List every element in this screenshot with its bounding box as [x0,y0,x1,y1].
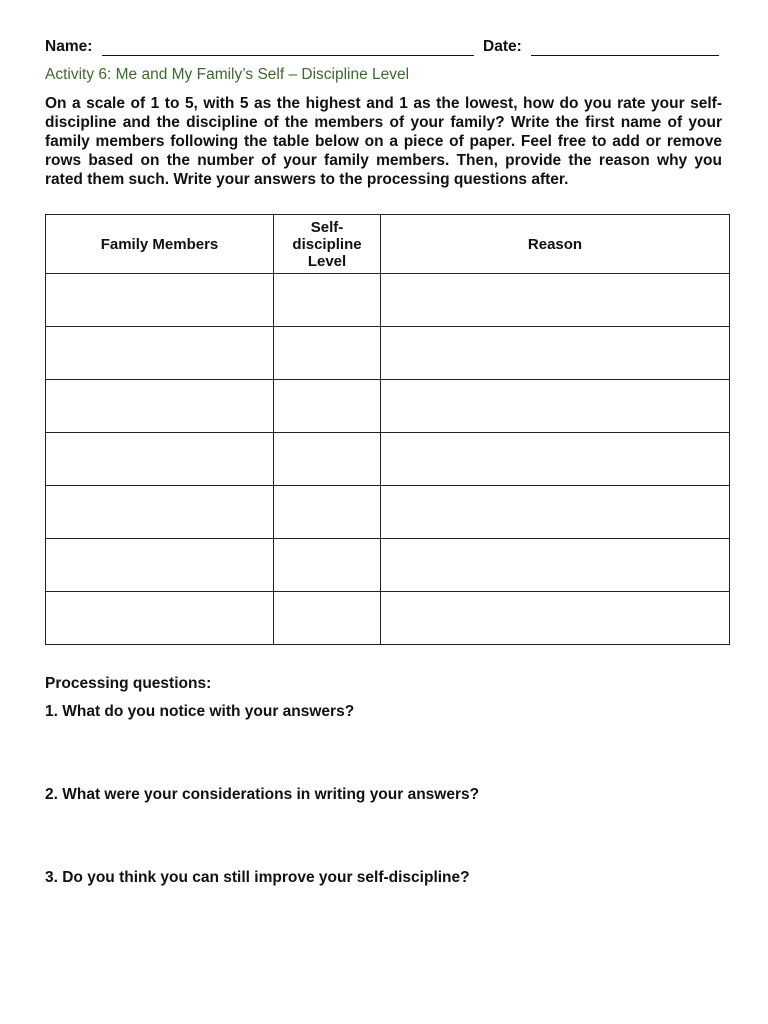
table-row [46,327,730,380]
question-2: 2. What were your considerations in writing your answers? [45,786,480,803]
date-label: Date: [483,38,522,55]
level-cell[interactable] [274,433,381,486]
header-self-discipline-level [274,215,381,274]
family-member-cell[interactable] [46,274,274,327]
table-row [46,274,730,327]
date-field[interactable] [531,41,719,56]
reason-cell[interactable] [381,433,730,486]
reason-cell[interactable] [381,327,730,380]
family-discipline-table [45,214,730,645]
processing-questions-heading: Processing questions: [45,675,212,692]
header-self-line2: discipline [292,235,362,253]
question-3: 3. Do you think you can still improve your self-discipline? [45,869,470,886]
family-member-cell[interactable] [46,539,274,592]
level-cell[interactable] [274,380,381,433]
question-1: 1. What do you notice with your answers? [45,703,355,720]
name-field[interactable] [102,41,474,56]
reason-cell[interactable] [381,274,730,327]
family-member-cell[interactable] [46,592,274,645]
reason-cell[interactable] [381,380,730,433]
table-row [46,486,730,539]
level-cell[interactable] [274,327,381,380]
instructions-paragraph: On a scale of 1 to 5, with 5 as the highest and 1 as the lowest, how do you rate your self-discipline and the discipline of the members of your family? Write the first name of your family members following the table below on a piece of paper. Feel free to add or remove rows based on the number of your family members. Then, provide the reason why you rated them such. Write your answers to the processing questions after. [45,95,722,188]
header-line [45,38,725,58]
level-cell[interactable] [274,539,381,592]
family-member-cell[interactable] [46,380,274,433]
table-row [46,433,730,486]
family-member-cell[interactable] [46,327,274,380]
header-self-line3: Level [307,252,347,270]
reason-cell[interactable] [381,486,730,539]
table-row [46,592,730,645]
family-member-cell[interactable] [46,486,274,539]
activity-title: Activity 6: Me and My Family’s Self – Discipline Level [45,66,410,83]
level-cell[interactable] [274,274,381,327]
table-header-row [46,215,730,274]
table-row [46,539,730,592]
table-row [46,380,730,433]
header-reason: Reason [381,215,730,274]
header-self-line1: Self- [310,218,344,236]
level-cell[interactable] [274,592,381,645]
family-member-cell[interactable] [46,433,274,486]
reason-cell[interactable] [381,592,730,645]
header-family-members: Family Members [46,215,274,274]
reason-cell[interactable] [381,539,730,592]
level-cell[interactable] [274,486,381,539]
name-label: Name: [45,38,93,55]
